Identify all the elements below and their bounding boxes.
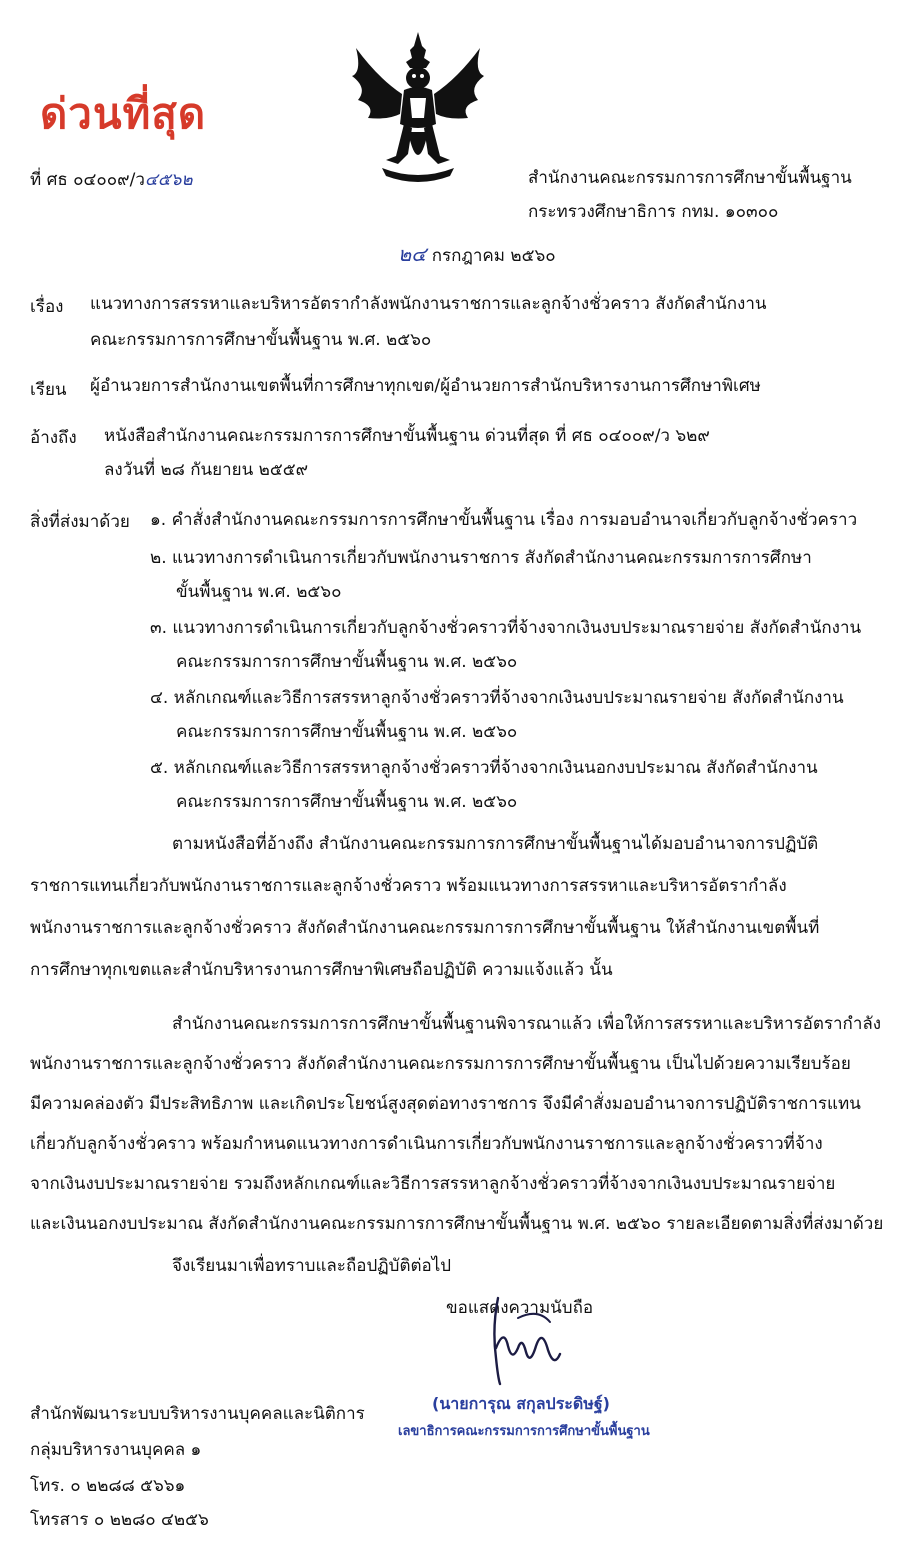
attachment-item-5: ๕. หลักเกณฑ์และวิธีการสรรหาลูกจ้างชั่วคราวที่จ้างจากเงินนอกงบประมาณ สังกัดสำนักงาน (150, 758, 818, 778)
footer-group: กลุ่มบริหารงานบุคคล ๑ (30, 1440, 202, 1460)
recipient-text: ผู้อำนวยการสำนักงานเขตพื้นที่การศึกษาทุกเขต/ผู้อำนวยการสำนักบริหารงานการศึกษาพิเศษ (90, 376, 761, 396)
letter-date (398, 242, 556, 268)
attachment-item-3: ๓. แนวทางการดำเนินการเกี่ยวกับลูกจ้างชั่วคราวที่จ้างจากเงินงบประมาณรายจ่าย สังกัดสำนักงาน (150, 618, 862, 638)
signatory-position: เลขาธิการคณะกรรมการการศึกษาขั้นพื้นฐาน (398, 1424, 650, 1439)
org-address-line2: กระทรวงศึกษาธิการ กทม. ๑๐๓๐๐ (528, 202, 779, 222)
attachment-item-4-cont: คณะกรรมการการศึกษาขั้นพื้นฐาน พ.ศ. ๒๕๖๐ (176, 722, 518, 742)
signature-icon (478, 1288, 568, 1388)
org-address-line1: สำนักงานคณะกรรมการการศึกษาขั้นพื้นฐาน (528, 168, 852, 188)
attachments-label: สิ่งที่ส่งมาด้วย (30, 512, 130, 532)
closing-regards: ขอแสดงความนับถือ (446, 1298, 594, 1318)
garuda-emblem-icon (338, 28, 498, 188)
body-para2-line3: มีความคล่องตัว มีประสิทธิภาพ และเกิดประโยชน์สูงสุดต่อทางราชการ จึงมีคำสั่งมอบอำนาจการปฏิบัติราชการแทน (30, 1094, 861, 1114)
body-para1-line3: พนักงานราชการและลูกจ้างชั่วคราว สังกัดสำนักงานคณะกรรมการการศึกษาขั้นพื้นฐาน ให้สำนักงานเขตพื้นที่ (30, 918, 820, 938)
attachment-item-2: ๒. แนวทางการดำเนินการเกี่ยวกับพนักงานราชการ สังกัดสำนักงานคณะกรรมการการศึกษา (150, 548, 812, 568)
attachment-item-5-cont: คณะกรรมการการศึกษาขั้นพื้นฐาน พ.ศ. ๒๕๖๐ (176, 792, 518, 812)
date-day-handwritten: ๒๔ (398, 242, 427, 266)
attachment-item-1: ๑. คำสั่งสำนักงานคณะกรรมการการศึกษาขั้นพื้นฐาน เรื่อง การมอบอำนาจเกี่ยวกับลูกจ้างชั่วคราว (150, 510, 858, 530)
footer-tel: โทร. ๐ ๒๒๘๘ ๕๖๖๑ (30, 1476, 186, 1496)
attachment-item-4: ๔. หลักเกณฑ์และวิธีการสรรหาลูกจ้างชั่วคราวที่จ้างจากเงินงบประมาณรายจ่าย สังกัดสำนักงาน (150, 688, 844, 708)
subject-label: เรื่อง (30, 297, 64, 317)
document-number (30, 168, 193, 192)
attachment-item-2-cont: ขั้นพื้นฐาน พ.ศ. ๒๕๖๐ (176, 582, 342, 602)
urgent-stamp: ด่วนที่สุด (40, 89, 207, 138)
body-para2-line1: สำนักงานคณะกรรมการการศึกษาขั้นพื้นฐานพิจารณาแล้ว เพื่อให้การสรรหาและบริหารอัตรากำลัง (172, 1014, 882, 1034)
body-para1-line2: ราชการแทนเกี่ยวกับพนักงานราชการและลูกจ้างชั่วคราว พร้อมแนวทางการสรรหาและบริหารอัตรากำลัง (30, 876, 787, 896)
body-para2-line2: พนักงานราชการและลูกจ้างชั่วคราว สังกัดสำนักงานคณะกรรมการการศึกษาขั้นพื้นฐาน เป็นไปด้วยความเรียบร้อย (30, 1054, 851, 1074)
attachment-item-3-cont: คณะกรรมการการศึกษาขั้นพื้นฐาน พ.ศ. ๒๕๖๐ (176, 652, 518, 672)
footer-fax: โทรสาร ๐ ๒๒๘๐ ๔๒๕๖ (30, 1510, 209, 1530)
body-para1-line4: การศึกษาทุกเขตและสำนักบริหารงานการศึกษาพิเศษถือปฏิบัติ ความแจ้งแล้ว นั้น (30, 960, 613, 980)
closing-request: จึงเรียนมาเพื่อทราบและถือปฏิบัติต่อไป (172, 1256, 452, 1276)
date-month-year: กรกฎาคม ๒๕๖๐ (431, 246, 556, 266)
body-para2-line5: จากเงินงบประมาณรายจ่าย รวมถึงหลักเกณฑ์และวิธีการสรรหาลูกจ้างชั่วคราวที่จ้างจากเงินงบประมาณรายจ่าย (30, 1174, 836, 1194)
body-para2-line6: และเงินนอกงบประมาณ สังกัดสำนักงานคณะกรรมการการศึกษาขั้นพื้นฐาน พ.ศ. ๒๕๖๐ รายละเอียดตามสิ่งที่ส่งมาด้วย (30, 1214, 884, 1234)
reference-line1: หนังสือสำนักงานคณะกรรมการการศึกษาขั้นพื้นฐาน ด่วนที่สุด ที่ ศธ ๐๔๐๐๙/ว ๖๒๙ (104, 426, 710, 446)
document-number-handwritten: ๔๕๖๒ (144, 170, 193, 190)
reference-line2: ลงวันที่ ๒๘ กันยายน ๒๕๕๙ (104, 460, 309, 480)
recipient-label: เรียน (30, 380, 67, 400)
signatory-name: (นายการุณ สกุลประดิษฐ์) (432, 1394, 610, 1413)
body-para2-line4: เกี่ยวกับลูกจ้างชั่วคราว พร้อมกำหนดแนวทางการดำเนินการเกี่ยวกับพนักงานราชการและลูกจ้างชั่วคราวที่จ้าง (30, 1134, 823, 1154)
reference-label: อ้างถึง (30, 428, 77, 448)
subject-line1: แนวทางการสรรหาและบริหารอัตรากำลังพนักงานราชการและลูกจ้างชั่วคราว สังกัดสำนักงาน (90, 294, 767, 314)
body-para1-line1: ตามหนังสือที่อ้างถึง สำนักงานคณะกรรมการการศึกษาขั้นพื้นฐานได้มอบอำนาจการปฏิบัติ (172, 834, 819, 854)
subject-line2: คณะกรรมการการศึกษาขั้นพื้นฐาน พ.ศ. ๒๕๖๐ (90, 330, 432, 350)
document-number-prefix: ที่ ศธ ๐๔๐๐๙/ว (30, 170, 145, 190)
footer-office: สำนักพัฒนาระบบบริหารงานบุคคลและนิติการ (30, 1404, 365, 1424)
